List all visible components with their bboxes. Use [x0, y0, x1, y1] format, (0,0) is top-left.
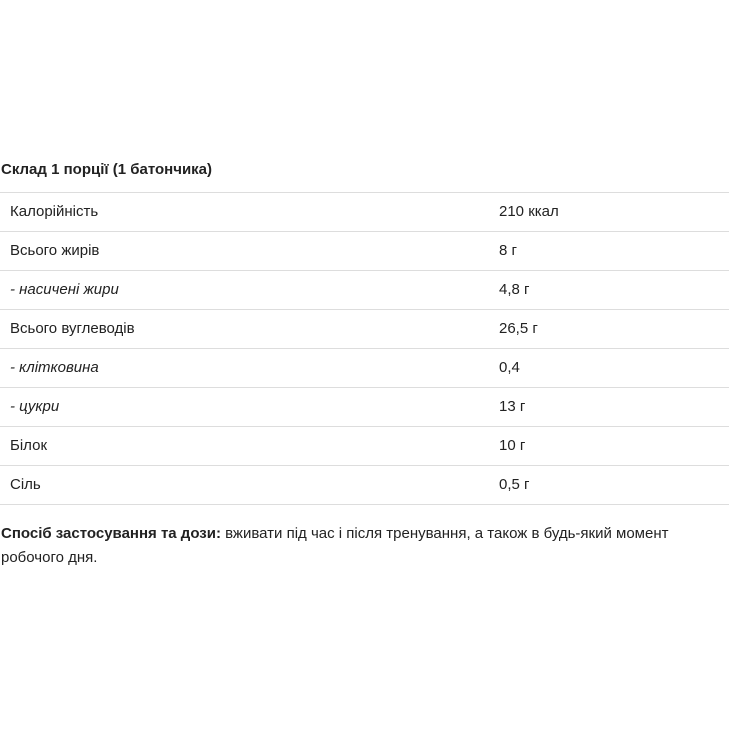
table-row	[0, 232, 729, 271]
nutrient-value: 10 г	[499, 437, 526, 454]
table-row	[0, 388, 729, 427]
table-row	[0, 193, 729, 232]
nutrient-name: Всього жирів	[10, 242, 100, 259]
nutrient-value: 0,5 г	[499, 476, 530, 493]
usage-label: Спосіб застосування та дози:	[1, 525, 221, 542]
nutrient-name: Сіль	[10, 476, 41, 493]
nutrient-name: - цукри	[10, 398, 60, 415]
table-row	[0, 427, 729, 466]
table-row	[0, 466, 729, 505]
nutrition-table	[0, 192, 729, 505]
nutrient-name: Білок	[10, 437, 48, 454]
nutrient-value: 4,8 г	[499, 281, 530, 298]
nutrient-name: - клітковина	[10, 359, 99, 376]
usage-text: вживати під час і після тренування, а також в будь-який момент робочого дня.	[1, 525, 669, 566]
nutrient-value: 13 г	[499, 398, 526, 415]
nutrient-name: Калорійність	[10, 203, 99, 220]
nutrient-value: 0,4	[499, 359, 520, 376]
nutrient-name: - насичені жири	[10, 281, 119, 298]
nutrition-heading: Склад 1 порції (1 батончика)	[1, 161, 213, 178]
nutrient-value: 8 г	[499, 242, 517, 259]
nutrient-value: 210 ккал	[499, 203, 559, 220]
product-description	[0, 158, 730, 570]
table-row	[0, 271, 729, 310]
nutrient-value: 26,5 г	[499, 320, 538, 337]
table-row	[0, 310, 729, 349]
nutrient-name: Всього вуглеводів	[10, 320, 135, 337]
table-row	[0, 349, 729, 388]
usage-paragraph	[0, 522, 721, 570]
